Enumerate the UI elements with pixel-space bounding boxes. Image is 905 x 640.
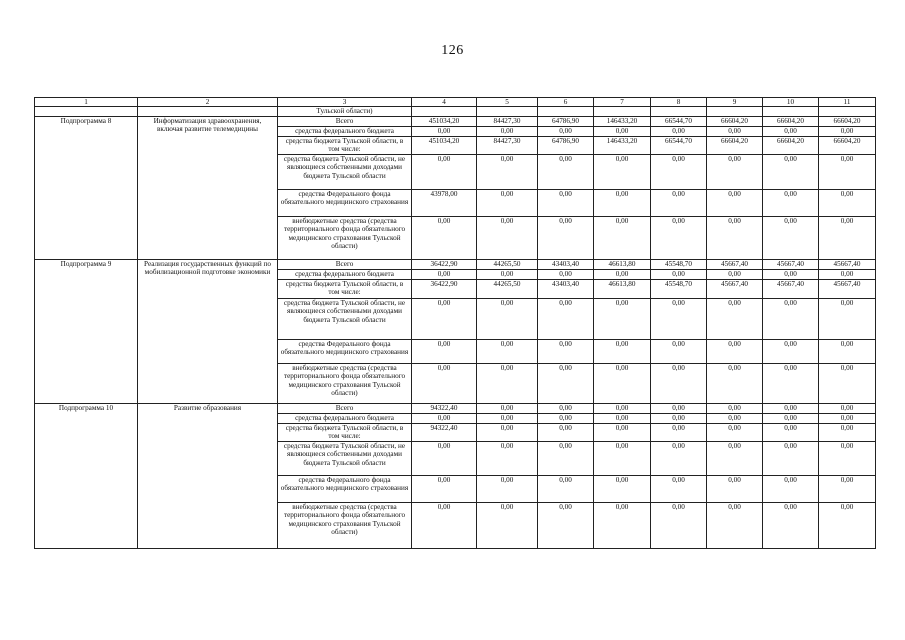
amount-cell: 0,00 [819,442,876,476]
amount-cell: 0,00 [594,270,651,280]
amount-cell: 46613,80 [594,260,651,270]
page-number: 126 [441,43,464,58]
funding-source-cell: Всего [278,260,412,270]
funding-source-cell: средства бюджета Тульской области, не являющиеся собственными доходами бюджета Тульской области [278,299,412,340]
amount-cell: 0,00 [819,217,876,260]
amount-cell: 0,00 [707,476,763,503]
amount-cell: 0,00 [412,340,477,364]
amount-cell: 0,00 [651,364,707,404]
funding-source-cell: средства бюджета Тульской области, в том числе: [278,280,412,299]
amount-cell: 0,00 [819,155,876,190]
amount-cell: 0,00 [819,424,876,442]
amount-cell: 44265,50 [477,260,538,270]
amount-cell: 0,00 [594,476,651,503]
subprogram-title-cell: Реализация государственных функций по мобилизационной подготовке экономики [138,260,278,404]
amount-cell: 0,00 [763,503,819,549]
amount-cell: 0,00 [819,364,876,404]
amount-cell: 0,00 [707,190,763,217]
amount-cell: 0,00 [538,503,594,549]
amount-cell: 0,00 [763,424,819,442]
amount-cell: 0,00 [538,340,594,364]
amount-cell: 0,00 [651,155,707,190]
empty-cell [707,107,763,117]
column-number: 10 [763,98,819,107]
amount-cell: 36422,90 [412,260,477,270]
table-row [35,260,876,270]
column-number: 3 [278,98,412,107]
empty-cell [538,107,594,117]
funding-source-cell: средства Федерального фонда обязательного медицинского страхования [278,340,412,364]
amount-cell: 0,00 [412,364,477,404]
funding-source-cell: внебюджетные средства (средства территориального фонда обязательного медицинского страхования Тульской области) [278,364,412,404]
amount-cell: 43978,00 [412,190,477,217]
amount-cell: 0,00 [707,127,763,137]
amount-cell: 66604,20 [707,117,763,127]
amount-cell: 0,00 [819,404,876,414]
amount-cell: 66544,70 [651,137,707,155]
column-number: 6 [538,98,594,107]
amount-cell: 0,00 [651,404,707,414]
amount-cell: 0,00 [763,299,819,340]
funding-source-cell: средства бюджета Тульской области, не являющиеся собственными доходами бюджета Тульской области [278,155,412,190]
amount-cell: 0,00 [477,217,538,260]
amount-cell: 0,00 [538,404,594,414]
column-number: 5 [477,98,538,107]
amount-cell: 0,00 [763,127,819,137]
amount-cell: 0,00 [651,217,707,260]
amount-cell: 0,00 [651,299,707,340]
amount-cell: 66604,20 [819,117,876,127]
amount-cell: 66604,20 [763,117,819,127]
amount-cell: 45667,40 [707,280,763,299]
empty-cell [763,107,819,117]
amount-cell: 0,00 [538,217,594,260]
amount-cell: 0,00 [477,299,538,340]
amount-cell: 451034,20 [412,137,477,155]
continued-source-cell: Тульской области) [278,107,412,117]
funding-source-cell: средства федерального бюджета [278,414,412,424]
amount-cell: 0,00 [477,270,538,280]
amount-cell: 0,00 [477,404,538,414]
empty-cell [477,107,538,117]
amount-cell: 94322,40 [412,424,477,442]
amount-cell: 0,00 [819,270,876,280]
amount-cell: 0,00 [707,270,763,280]
amount-cell: 0,00 [763,217,819,260]
amount-cell: 0,00 [763,414,819,424]
amount-cell: 0,00 [594,364,651,404]
subprogram-name-cell: Подпрограмма 9 [35,260,138,404]
amount-cell: 0,00 [538,299,594,340]
amount-cell: 0,00 [477,476,538,503]
subprogram-title-cell: Развитие образования [138,404,278,549]
amount-cell: 0,00 [538,364,594,404]
column-number: 7 [594,98,651,107]
table-row [35,117,876,127]
funding-source-cell: средства бюджета Тульской области, не являющиеся собственными доходами бюджета Тульской области [278,442,412,476]
funding-source-cell: средства федерального бюджета [278,127,412,137]
amount-cell: 0,00 [707,404,763,414]
amount-cell: 0,00 [412,270,477,280]
amount-cell: 0,00 [763,404,819,414]
amount-cell: 0,00 [477,424,538,442]
amount-cell: 84427,30 [477,117,538,127]
amount-cell: 45667,40 [819,280,876,299]
amount-cell: 0,00 [594,217,651,260]
amount-cell: 0,00 [412,503,477,549]
funding-source-cell: Всего [278,117,412,127]
amount-cell: 0,00 [707,155,763,190]
amount-cell: 0,00 [763,155,819,190]
amount-cell: 0,00 [538,442,594,476]
column-number: 4 [412,98,477,107]
amount-cell: 0,00 [651,442,707,476]
amount-cell: 0,00 [412,299,477,340]
amount-cell: 0,00 [651,503,707,549]
budget-table [34,97,876,549]
subprogram-title-cell: Информатизация здравоохранения, включая развитие телемедицины [138,117,278,260]
amount-cell: 0,00 [412,414,477,424]
amount-cell: 0,00 [477,414,538,424]
amount-cell: 0,00 [594,155,651,190]
amount-cell: 146433,20 [594,117,651,127]
funding-source-cell: средства бюджета Тульской области, в том числе: [278,137,412,155]
amount-cell: 64786,90 [538,137,594,155]
amount-cell: 45667,40 [763,280,819,299]
empty-cell [594,107,651,117]
amount-cell: 0,00 [707,414,763,424]
amount-cell: 0,00 [594,404,651,414]
amount-cell: 146433,20 [594,137,651,155]
amount-cell: 0,00 [477,155,538,190]
amount-cell: 0,00 [707,442,763,476]
amount-cell: 0,00 [538,414,594,424]
amount-cell: 45667,40 [819,260,876,270]
amount-cell: 0,00 [538,190,594,217]
amount-cell: 0,00 [651,424,707,442]
amount-cell: 36422,90 [412,280,477,299]
funding-source-cell: внебюджетные средства (средства территориального фонда обязательного медицинского страхования Тульской области) [278,503,412,549]
funding-source-cell: средства бюджета Тульской области, в том числе: [278,424,412,442]
amount-cell: 46613,80 [594,280,651,299]
amount-cell: 45548,70 [651,280,707,299]
amount-cell: 0,00 [594,503,651,549]
amount-cell: 66604,20 [763,137,819,155]
amount-cell: 0,00 [538,155,594,190]
continued-row [35,107,876,117]
amount-cell: 0,00 [594,424,651,442]
amount-cell: 0,00 [651,340,707,364]
amount-cell: 0,00 [707,340,763,364]
amount-cell: 0,00 [651,414,707,424]
amount-cell: 0,00 [538,424,594,442]
amount-cell: 0,00 [594,442,651,476]
amount-cell: 0,00 [477,190,538,217]
subprogram-name-cell: Подпрограмма 10 [35,404,138,549]
column-number-row [35,98,876,107]
column-number: 2 [138,98,278,107]
amount-cell: 0,00 [763,476,819,503]
amount-cell: 0,00 [651,270,707,280]
amount-cell: 0,00 [477,503,538,549]
funding-source-cell: средства Федерального фонда обязательного медицинского страхования [278,190,412,217]
amount-cell: 0,00 [819,476,876,503]
column-number: 8 [651,98,707,107]
funding-source-cell: внебюджетные средства (средства территориального фонда обязательного медицинского страхования Тульской области) [278,217,412,260]
amount-cell: 0,00 [477,442,538,476]
amount-cell: 0,00 [819,340,876,364]
amount-cell: 0,00 [651,476,707,503]
amount-cell: 0,00 [412,442,477,476]
empty-cell [651,107,707,117]
empty-cell [138,107,278,117]
amount-cell: 0,00 [707,364,763,404]
amount-cell: 66544,70 [651,117,707,127]
column-number: 9 [707,98,763,107]
empty-cell [819,107,876,117]
amount-cell: 0,00 [763,364,819,404]
amount-cell: 0,00 [819,503,876,549]
amount-cell: 0,00 [594,299,651,340]
amount-cell: 0,00 [763,190,819,217]
amount-cell: 0,00 [707,424,763,442]
funding-source-cell: средства Федерального фонда обязательного медицинского страхования [278,476,412,503]
amount-cell: 0,00 [651,190,707,217]
amount-cell: 0,00 [763,442,819,476]
amount-cell: 0,00 [707,503,763,549]
column-number: 1 [35,98,138,107]
table-row [35,404,876,414]
amount-cell: 0,00 [594,127,651,137]
amount-cell: 451034,20 [412,117,477,127]
amount-cell: 0,00 [477,127,538,137]
amount-cell: 0,00 [819,299,876,340]
amount-cell: 43403,40 [538,260,594,270]
amount-cell: 0,00 [538,270,594,280]
amount-cell: 0,00 [538,127,594,137]
amount-cell: 0,00 [594,190,651,217]
amount-cell: 0,00 [412,476,477,503]
amount-cell: 0,00 [819,414,876,424]
amount-cell: 0,00 [477,340,538,364]
column-number: 11 [819,98,876,107]
amount-cell: 0,00 [707,217,763,260]
amount-cell: 64786,90 [538,117,594,127]
amount-cell: 45667,40 [763,260,819,270]
amount-cell: 0,00 [594,414,651,424]
amount-cell: 0,00 [819,190,876,217]
amount-cell: 43403,40 [538,280,594,299]
amount-cell: 0,00 [412,217,477,260]
amount-cell: 94322,40 [412,404,477,414]
amount-cell: 45548,70 [651,260,707,270]
amount-cell: 66604,20 [819,137,876,155]
funding-source-cell: средства федерального бюджета [278,270,412,280]
amount-cell: 0,00 [651,127,707,137]
amount-cell: 0,00 [412,155,477,190]
amount-cell: 0,00 [707,299,763,340]
amount-cell: 0,00 [477,364,538,404]
empty-cell [35,107,138,117]
amount-cell: 45667,40 [707,260,763,270]
amount-cell: 0,00 [412,127,477,137]
amount-cell: 44265,50 [477,280,538,299]
amount-cell: 66604,20 [707,137,763,155]
empty-cell [412,107,477,117]
amount-cell: 0,00 [819,127,876,137]
amount-cell: 0,00 [594,340,651,364]
funding-source-cell: Всего [278,404,412,414]
subprogram-name-cell: Подпрограмма 8 [35,117,138,260]
amount-cell: 0,00 [763,270,819,280]
amount-cell: 0,00 [763,340,819,364]
amount-cell: 84427,30 [477,137,538,155]
amount-cell: 0,00 [538,476,594,503]
